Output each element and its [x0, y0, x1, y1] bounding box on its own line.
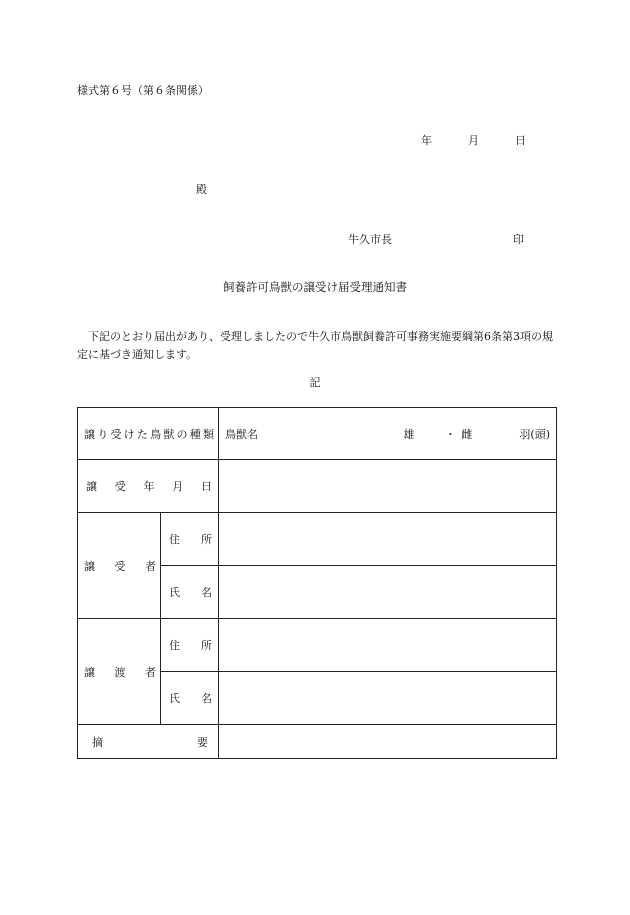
transferee-address-row	[78, 513, 557, 566]
transfer-date-value-cell[interactable]	[219, 460, 557, 513]
species-value-cell[interactable]	[219, 408, 557, 460]
transferor-name-label-cell	[161, 672, 219, 725]
transferee-address-value-cell[interactable]	[219, 513, 557, 566]
seal-mark: 印	[513, 233, 524, 246]
transferor-label: 譲 渡 者	[84, 665, 156, 679]
document-title: 飼養許可鳥獣の譲受け届受理通知書	[223, 280, 407, 294]
transferee-name-value-cell[interactable]	[219, 566, 557, 619]
transferee-name-label: 氏 名	[169, 586, 212, 599]
transferee-address-label-cell	[161, 513, 219, 566]
transferee-address-label: 住 所	[169, 533, 212, 546]
transfer-date-label-cell	[78, 460, 219, 513]
remarks-row	[78, 725, 557, 759]
transferor-name-value-cell[interactable]	[219, 672, 557, 725]
transferor-address-row	[78, 619, 557, 672]
remarks-label-cell	[78, 725, 219, 759]
species-value	[219, 426, 556, 442]
transferee-label-cell	[78, 513, 161, 619]
species-row	[78, 408, 557, 460]
body-text: 下記のとおり届出があり、受理しましたので牛久市鳥獣飼養許可事務実施要綱第6条第3項の規定に基づき通知します。	[77, 330, 553, 361]
transfer-date-label: 譲 受 年 月 日	[86, 480, 212, 493]
species-name-label: 鳥獣名	[225, 427, 258, 441]
male-label: 雄	[403, 427, 415, 441]
date-day: 日	[515, 134, 526, 147]
species-label-cell	[78, 408, 219, 460]
unit-label: 羽(頭)	[519, 427, 550, 441]
transferor-label-cell	[78, 619, 161, 725]
species-label: 譲 り 受 け た 鳥 獣 の 種 類	[84, 427, 214, 441]
remarks-value-cell[interactable]	[219, 725, 557, 759]
date-line	[421, 132, 526, 148]
transferor-name-label: 氏 名	[169, 692, 212, 705]
separator-dot: ・	[444, 427, 456, 441]
transferee-label: 譲 受 者	[84, 559, 156, 573]
ki-heading: 記	[309, 376, 321, 389]
form-table	[77, 407, 557, 759]
female-label: 雌	[461, 427, 473, 441]
transferee-name-label-cell	[161, 566, 219, 619]
form-number: 様式第６号（第６条関係）	[77, 84, 209, 97]
issuer: 牛久市長	[348, 233, 392, 246]
transferor-address-label: 住 所	[169, 639, 212, 652]
transferor-address-value-cell[interactable]	[219, 619, 557, 672]
date-year: 年	[421, 134, 432, 147]
transferor-address-label-cell	[161, 619, 219, 672]
transfer-date-row	[78, 460, 557, 513]
remarks-label: 摘 要	[92, 735, 208, 749]
addressee-suffix: 殿	[196, 183, 207, 196]
date-month: 月	[468, 134, 479, 147]
